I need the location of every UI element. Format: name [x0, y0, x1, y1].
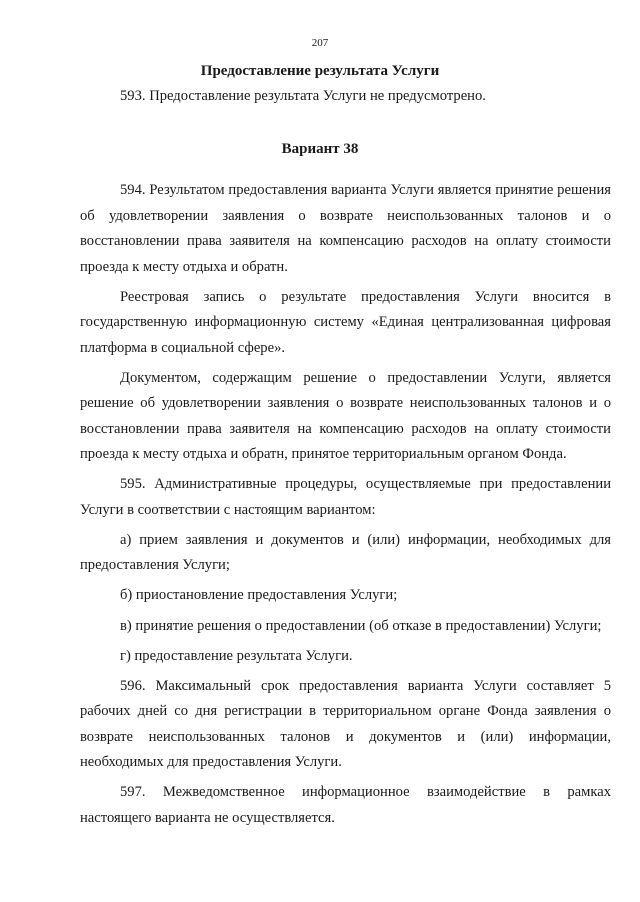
list-item-b: б) приостановление предоставления Услуги;	[120, 587, 398, 604]
paragraph-593: 593. Предоставление результата Услуги не предусмотрено.	[120, 88, 486, 104]
paragraph-596: 596. Максимальный срок предоставления варианта Услуги составляет 5 рабочих дней со дня регистрации в территориальном органе Фонда заявления о возврате неиспользованных талонов и документов и (или) информации, необходимых для предоставления Услуги.	[80, 677, 611, 771]
variant-body	[80, 178, 611, 836]
list-item-g: г) предоставление результата Услуги.	[120, 647, 353, 664]
list-item-v: в) принятие решения о предоставлении (об отказе в предоставлении) Услуги;	[120, 617, 602, 634]
section-heading-result: Предоставление результата Услуги	[200, 63, 440, 79]
page-number: 207	[311, 37, 329, 49]
section-heading-variant: Вариант 38	[281, 141, 359, 157]
paragraph-594: 594. Результатом предоставления варианта Услуги является принятие решения об удовлетворении заявления о возврате неиспользованных талонов и о восстановлении права заявителя на компенсацию расходов на оплату стоимости проезда к месту отдыха и обратн.	[80, 182, 611, 275]
paragraph-registry-record: Реестровая запись о результате предоставления Услуги вносится в государственную информационную систему «Единая централизованная цифровая платформа в социальной сфере».	[80, 288, 611, 356]
paragraph-597: 597. Межведомственное информационное взаимодействие в рамках настоящего варианта не осуществляется.	[80, 784, 611, 826]
list-item-a: а) прием заявления и документов и (или) информации, необходимых для предоставления Услуги;	[80, 531, 611, 574]
paragraph-595: 595. Административные процедуры, осуществляемые при предоставлении Услуги в соответствии с настоящим вариантом:	[80, 476, 611, 518]
paragraph-decision-document: Документом, содержащим решение о предоставлении Услуги, является решение об удовлетворении заявления о возврате неиспользованных талонов и о восстановлении права заявителя на компенсацию расходов на оплату стоимости проезда к месту отдыха и обратн, принятое территориальным органом Фонда.	[80, 369, 611, 463]
